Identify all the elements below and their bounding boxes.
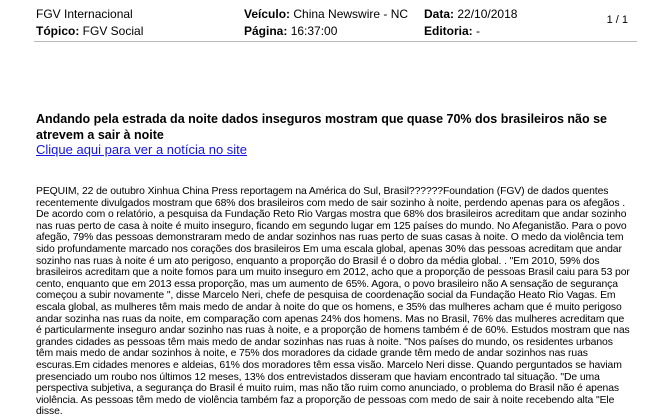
- date-label: Data:: [424, 7, 455, 21]
- editorial-field: [424, 24, 480, 38]
- page-field: [244, 24, 337, 38]
- editorial-label: Editoria:: [424, 24, 473, 38]
- clipping-header: [0, 0, 659, 42]
- date-field: [424, 7, 517, 21]
- topic-value: FGV Social: [82, 24, 144, 38]
- article-title: Andando pela estrada da noite dados inseguros mostram que quase 70% dos brasileiros não se atrevem a sair à noite: [36, 112, 607, 142]
- header-divider: [34, 41, 637, 42]
- editorial-value: -: [476, 24, 481, 38]
- page-value: 16:37:00: [290, 24, 338, 38]
- view-article-link[interactable]: Clique aqui para ver a notícia no site: [36, 142, 248, 157]
- topic-label: Tópico:: [36, 24, 80, 38]
- topic-field: [36, 24, 143, 38]
- source-name: FGV Internacional: [36, 7, 133, 21]
- page-label: Página:: [244, 24, 288, 38]
- page-number: 1 / 1: [606, 14, 628, 26]
- vehicle-value: China Newswire - NC: [293, 7, 409, 21]
- vehicle-label: Veículo:: [244, 7, 291, 21]
- date-value: 22/10/2018: [457, 7, 518, 21]
- vehicle-field: [244, 7, 408, 21]
- article-body: PEQUIM, 22 de outubro Xinhua China Press reportagem na América do Sul, Brasil??????Foundation (FGV) de dados quentes recentemente divulgados mostram que 68% dos brasileiros com medo de sair sozinho à noite, perdendo apenas para os afegãos . De acordo com o relatório, a pesquisa da Fundação Reto Rio Vargas mostra que 68% dos brasileiros acreditam que andar sozinho nas ruas perto de casa à noite é muito inseguro, ficando em segundo lugar em 125 países do mundo. No Afeganistão. Para o povo afegão, 79% das pessoas demonstraram medo de andar sozinhos nas ruas perto de suas casas à noite. O medo da violência tem sido profundamente marcado nos corações dos brasileiros Em uma escala global, apenas 30% das pessoas acreditam que andar sozinho nas ruas à noite é um ato perigoso, enquanto a proporção do Brasil é o dobro da média global. . "Em 2010, 59% dos brasileiros acreditam que a noite fomos para um muito inseguro em 2012, acho que a proporção de pessoas Brasil caiu para 53 por cento, enquanto que em 2013 essa proporção, mas um aumento de 65%. Agora, o povo brasileiro não A sensação de segurança começou a subir novamente ", disse Marcelo Neri, chefe de pesquisa de coordenação social da Fundação Heato Rio Vagas. Em escala global, as mulheres têm mais medo de andar à noite do que os homens, e 35% das mulheres acham que é muito perigoso andar sozinha nas ruas da noite, em comparação com apenas 24% dos homens. Mas no Brasil, 76% das mulheres acreditam que é particularmente inseguro andar sozinho nas ruas à noite, e a proporção de homens também é de 60%. Estudos mostram que nas grandes cidades as pessoas têm mais medo de andar sozinhas nas ruas à noite. "Nos países do mundo, os residentes urbanos têm mais medo de andar sozinhos à noite, e 75% dos moradores da cidade grande têm medo de andar sozinhos nas ruas escuras.Em cidades menores e aldeias, 61% dos moradores têm essa visão. Marcelo Neri disse. Quando perguntados se haviam presenciado um roubo nos últimos 12 meses, 13% dos entrevistados disseram que haviam encontrado tal situação. "De uma perspectiva subjetiva, a segurança do Brasil é muito ruim, mas não tão ruim como anunciado, o problema do Brasil não é apenas violência. As pessoas têm medo de violência também faz a proporção de pessoas com medo de sair à noite recebendo alta "Ele disse.: [36, 186, 630, 418]
